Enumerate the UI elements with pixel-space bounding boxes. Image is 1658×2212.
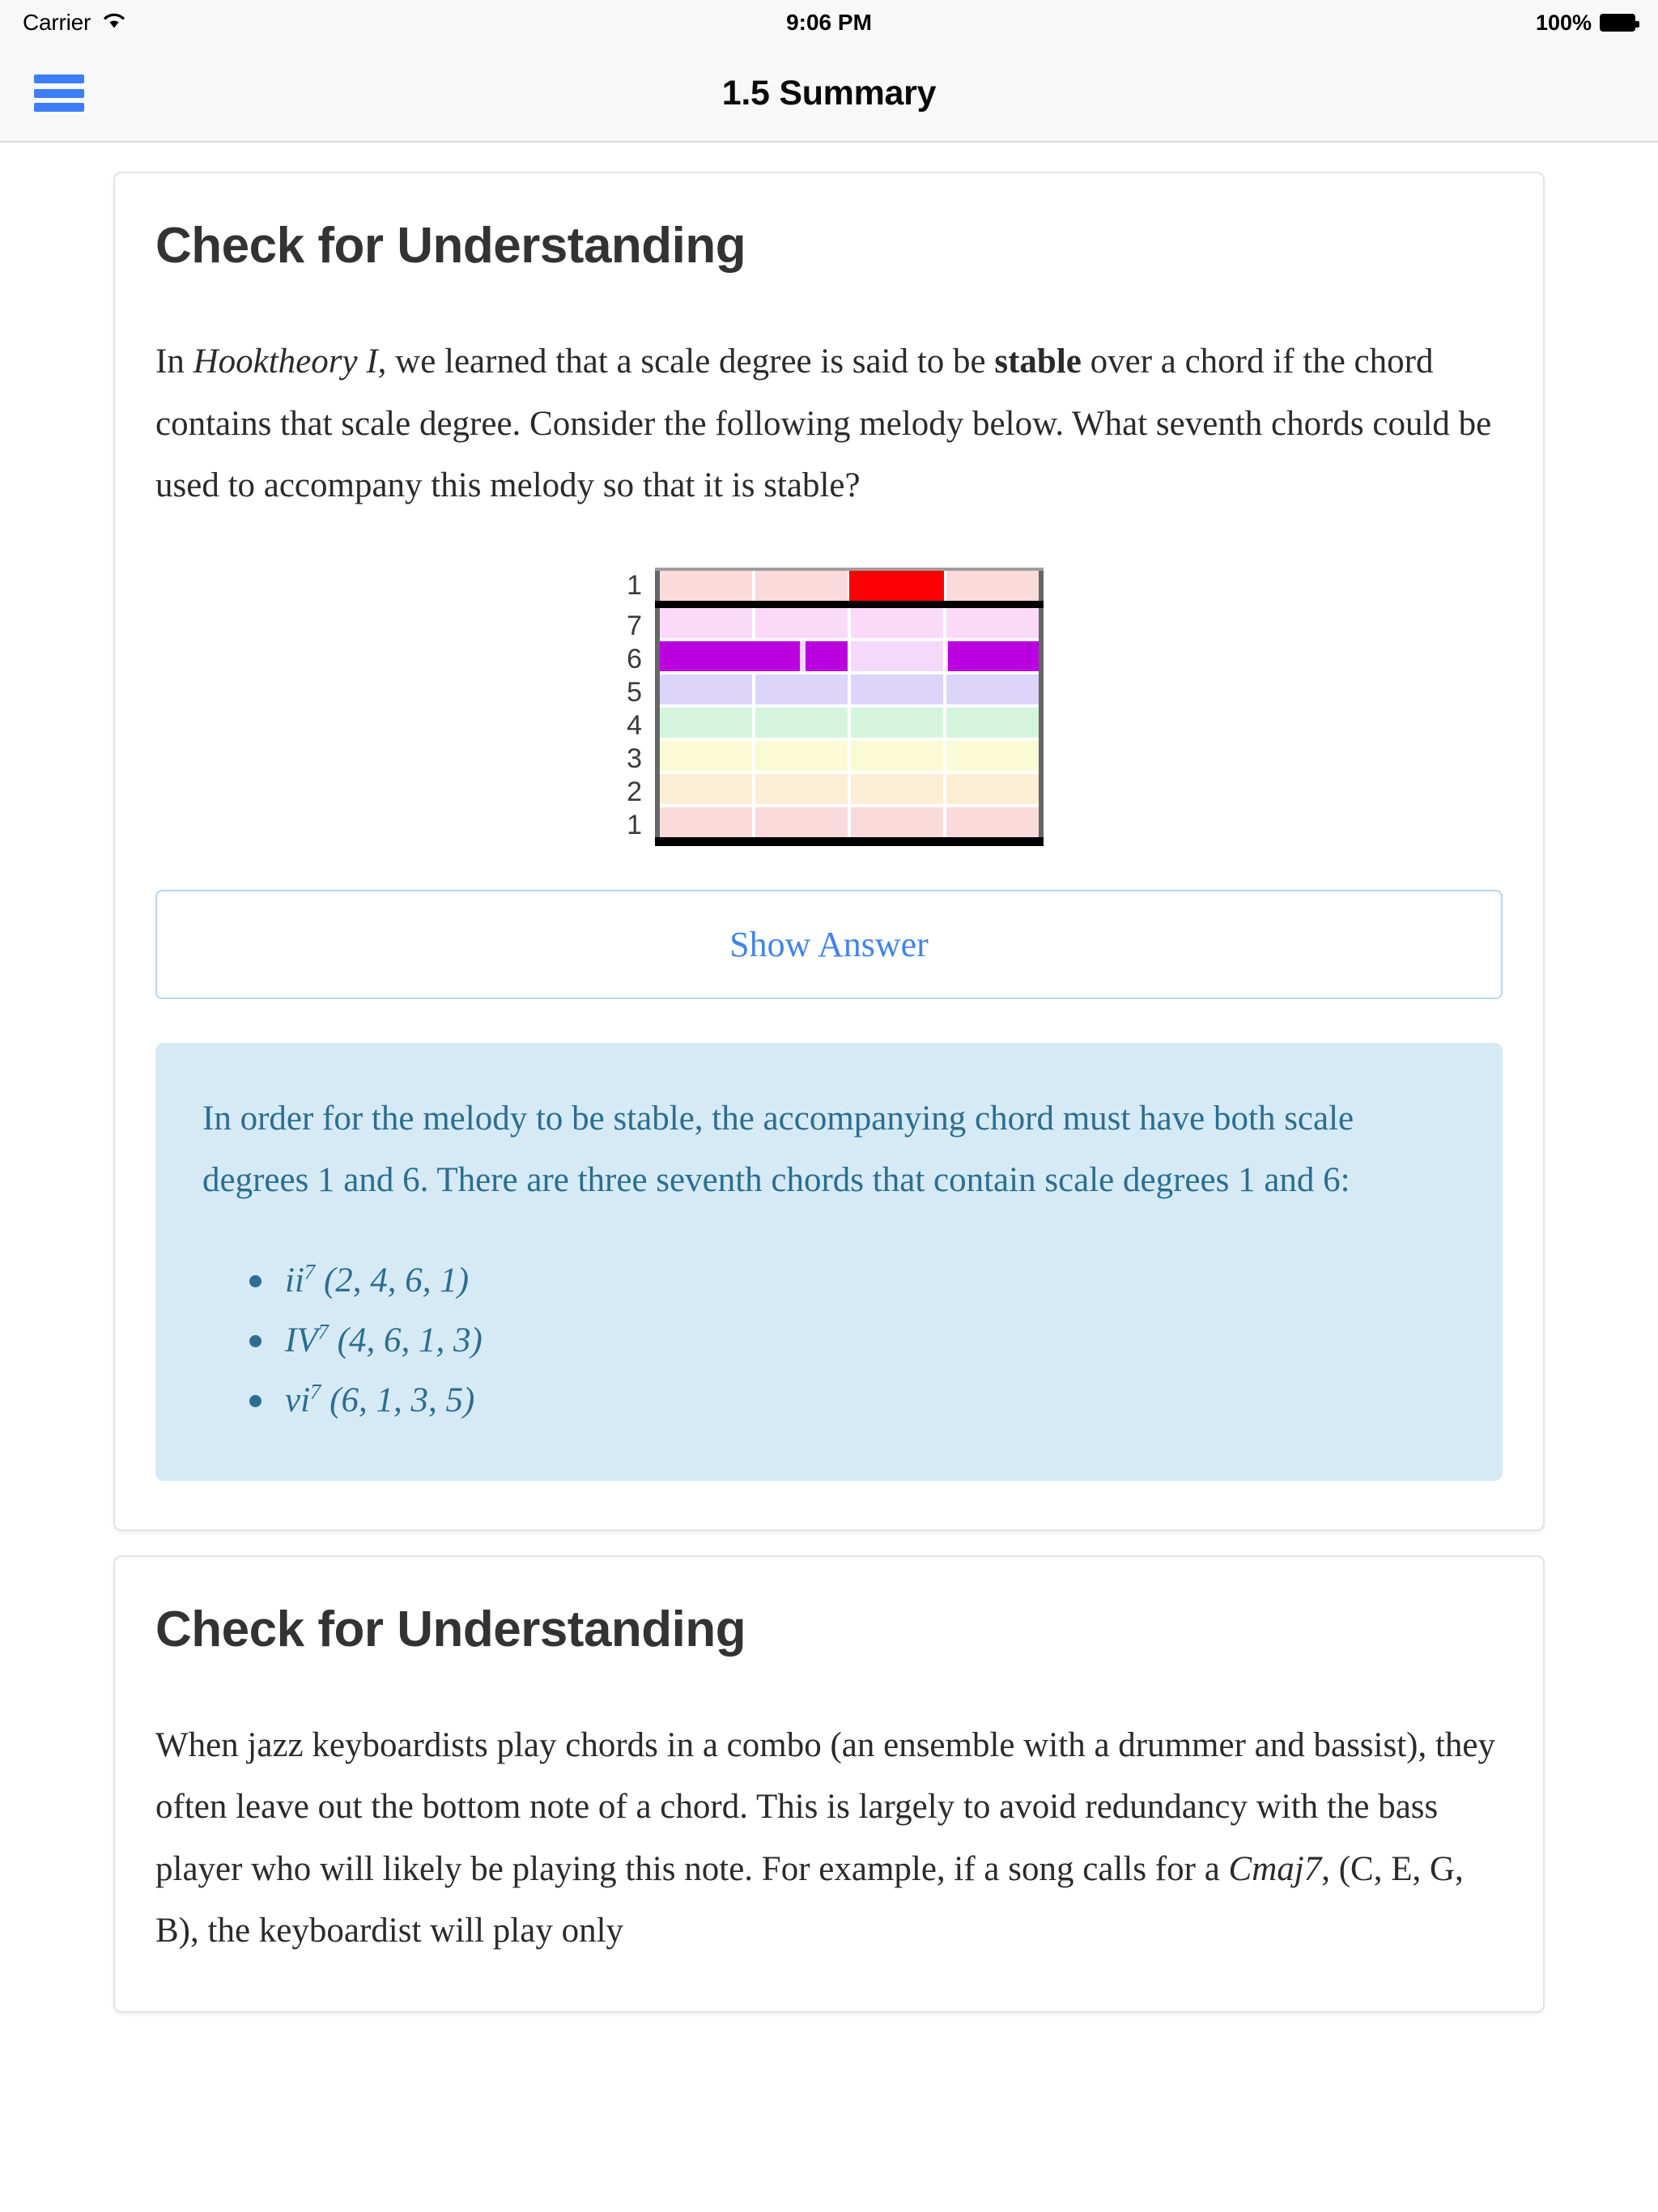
wifi-icon (102, 10, 126, 36)
nav-bar (0, 45, 1658, 143)
status-bar-left (23, 10, 126, 36)
piano-roll-cell[interactable] (660, 674, 752, 704)
piano-roll-cell[interactable] (946, 741, 1039, 771)
piano-roll-cell[interactable] (946, 774, 1039, 804)
question-text (155, 1715, 1503, 1963)
battery-percent-label: 100% (1535, 10, 1592, 35)
scale-degree-label: 2 (627, 776, 642, 807)
check-for-understanding-card-1 (113, 172, 1545, 1531)
carrier-label: Carrier (23, 10, 91, 35)
status-bar (0, 0, 1658, 45)
piano-roll[interactable] (655, 568, 1044, 846)
card-heading: Check for Understanding (155, 218, 746, 274)
piano-roll-cell[interactable] (946, 674, 1039, 704)
piano-roll-cell[interactable] (755, 708, 848, 738)
question-segment-plain: In (155, 342, 193, 381)
chord-extension: 7 (317, 1319, 329, 1344)
piano-roll-row[interactable] (660, 708, 1039, 738)
melody-note-degree-6-c[interactable] (948, 641, 1039, 671)
chord-numeral: IV (285, 1321, 318, 1359)
piano-roll-cell[interactable] (851, 774, 943, 804)
octave-divider-line (655, 601, 1044, 608)
list-item (277, 1251, 1456, 1311)
piano-roll-row[interactable] (660, 741, 1039, 771)
piano-roll-cell[interactable] (755, 674, 848, 704)
piano-roll-row[interactable] (660, 807, 1039, 837)
question-segment-plain-2: , we learned that a scale degree is said to be (377, 342, 995, 381)
chord-numeral: vi (285, 1380, 311, 1419)
melody-note-degree-6-b[interactable] (806, 641, 847, 671)
piano-roll-cell[interactable] (851, 674, 943, 704)
melody-note-degree-1[interactable] (849, 571, 944, 601)
piano-roll-cell[interactable] (755, 774, 848, 804)
scale-degree-label: 4 (627, 709, 642, 741)
piano-roll-cell[interactable] (851, 641, 943, 671)
chord-extension: 7 (304, 1259, 316, 1284)
piano-roll-cell[interactable] (946, 571, 1039, 601)
chord-extension: 7 (310, 1379, 321, 1404)
scale-degree-label: 1 (627, 569, 642, 601)
piano-roll-cell[interactable] (851, 708, 943, 738)
piano-roll-cell[interactable] (851, 608, 943, 638)
piano-roll-row[interactable] (660, 571, 1039, 601)
melody-note-degree-6-a[interactable] (660, 641, 800, 671)
piano-roll-cell[interactable] (755, 807, 848, 837)
list-item (277, 1311, 1456, 1371)
piano-roll-cell[interactable] (946, 807, 1039, 837)
question-segment-italic: Cmaj7 (1228, 1849, 1322, 1888)
chord-notes: (6, 1, 3, 5) (329, 1380, 475, 1419)
piano-roll-cell[interactable] (755, 741, 848, 771)
chord-notes: (4, 6, 1, 3) (337, 1321, 483, 1359)
piano-roll-cell[interactable] (660, 741, 752, 771)
piano-roll-cell[interactable] (946, 608, 1039, 638)
piano-roll-cell[interactable] (851, 741, 943, 771)
scale-degree-label: 3 (627, 742, 642, 774)
chord-notes: (2, 4, 6, 1) (323, 1261, 470, 1300)
piano-roll-cell[interactable] (660, 774, 752, 804)
piano-roll-cell[interactable] (946, 708, 1039, 738)
battery-full-icon (1600, 14, 1635, 32)
scale-degree-label: 1 (627, 809, 642, 840)
piano-roll-cell[interactable] (660, 571, 752, 601)
piano-roll-cell[interactable] (660, 807, 752, 837)
scale-degree-label: 6 (627, 643, 642, 674)
show-answer-button[interactable]: Show Answer (155, 890, 1503, 999)
scale-degree-label: 7 (627, 610, 642, 641)
piano-roll-cell[interactable] (660, 608, 752, 638)
status-bar-right (1536, 11, 1635, 36)
card-heading: Check for Understanding (155, 1601, 746, 1657)
piano-roll-cell[interactable] (755, 571, 848, 601)
melody-grid (614, 568, 1044, 846)
content-scroll-area[interactable] (0, 143, 1658, 2013)
piano-roll-row[interactable] (660, 674, 1039, 704)
piano-roll-row[interactable] (660, 608, 1039, 638)
question-segment-plain: When jazz keyboardists play chords in a combo (an ensemble with a drummer and bassist), they often leave out the bottom note of a chord. This is largely to avoid redundancy with the bass player who will likely be playing this note. For example, if a song calls for a (155, 1725, 1496, 1888)
piano-roll-row[interactable] (660, 641, 1039, 671)
piano-roll-row[interactable] (660, 774, 1039, 804)
question-segment-plain-3: over a chord if the chord contains that scale degree. Consider the following melody below. What seventh chords could be used to accompany this melody so that it is stable? (155, 342, 1492, 505)
page-title: 1.5 Summary (721, 73, 937, 113)
piano-roll-cell[interactable] (660, 708, 752, 738)
status-bar-time: 9:06 PM (786, 10, 872, 35)
answer-panel (155, 1043, 1503, 1481)
melody-widget[interactable] (155, 568, 1503, 846)
piano-roll-cell[interactable] (851, 807, 943, 837)
question-segment-bold: stable (994, 342, 1082, 381)
answer-paragraph: In order for the melody to be stable, the accompanying chord must have both scale degrees 1 and 6. There are three seventh chords that contain scale degrees 1 and 6: (202, 1099, 1354, 1200)
question-text (155, 331, 1503, 517)
scale-degree-labels (614, 568, 642, 846)
check-for-understanding-card-2 (113, 1555, 1545, 2013)
scale-degree-label: 5 (627, 676, 642, 708)
chord-numeral: ii (285, 1261, 304, 1300)
piano-roll-cell[interactable] (755, 608, 848, 638)
question-segment-plain-2: , (C, E, G, B), the keyboardist will play only (155, 1849, 1464, 1950)
question-segment-italic: Hooktheory I (193, 342, 378, 381)
answer-chord-list (202, 1251, 1456, 1431)
grid-bottom-border (655, 837, 1044, 846)
list-item (277, 1371, 1456, 1431)
